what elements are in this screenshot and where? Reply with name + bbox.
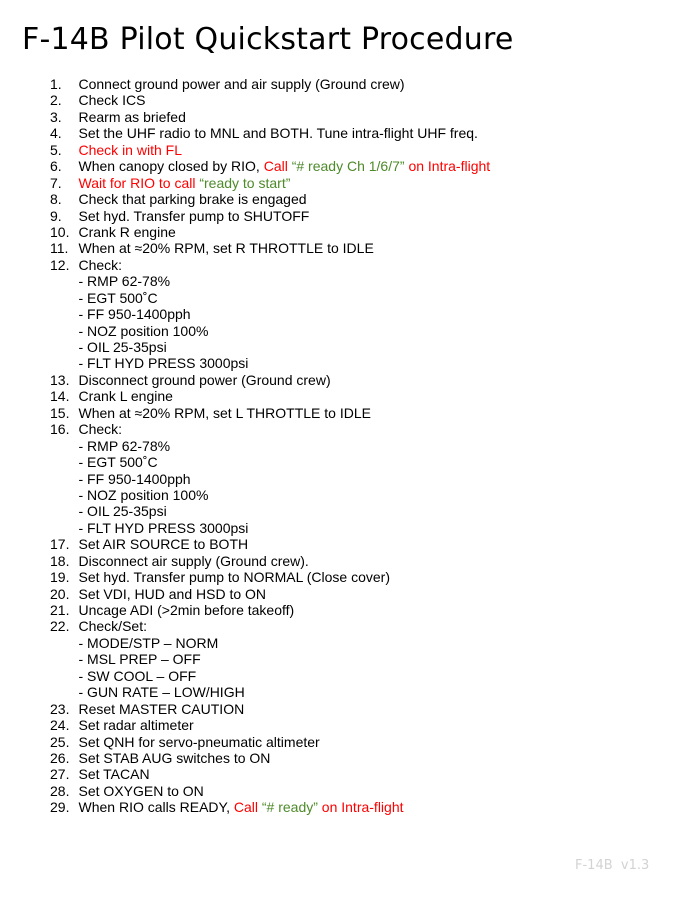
step-text — [79, 175, 291, 191]
procedure-step — [50, 76, 650, 92]
step-text — [79, 191, 307, 207]
radio-call-text: “# ready Ch 1/6/7” — [291, 158, 405, 175]
procedure-step — [50, 175, 650, 191]
step-text — [79, 257, 123, 273]
step-number: 18. — [50, 552, 70, 569]
step-text — [79, 618, 147, 634]
step-number: 17. — [50, 536, 70, 553]
step-number: 6. — [50, 158, 62, 175]
step-text-part: - RMP 62-78% — [78, 273, 171, 290]
procedure-step — [50, 240, 650, 256]
step-number: 21. — [50, 602, 70, 618]
procedure-step — [50, 388, 650, 404]
step-number: 16. — [50, 421, 70, 438]
procedure-step — [50, 602, 650, 618]
step-number: 24. — [50, 717, 70, 734]
procedure-substep — [50, 487, 650, 503]
step-text — [79, 109, 186, 125]
procedure-substep — [50, 668, 650, 684]
procedure-substep — [50, 323, 650, 339]
step-text-part: - MODE/STP – NORM — [78, 634, 219, 651]
step-text-part: Rearm as briefed — [78, 108, 186, 125]
step-number: 8. — [50, 191, 62, 208]
step-text-part: Connect ground power and air supply (Ground crew) — [78, 76, 405, 92]
step-text — [79, 799, 404, 815]
step-text-part: Set AIR SOURCE to BOTH — [78, 536, 249, 553]
procedure-substep — [50, 520, 650, 536]
step-text-part: - FF 950-1400pph — [78, 470, 191, 487]
step-text — [79, 536, 249, 552]
step-text — [79, 323, 209, 339]
procedure-substep — [50, 454, 650, 470]
step-text — [79, 290, 158, 306]
procedure-step — [50, 421, 650, 437]
step-text — [79, 125, 478, 141]
step-text — [79, 372, 331, 388]
procedure-step — [50, 701, 650, 717]
step-text-part: - FLT HYD PRESS 3000psi — [78, 519, 249, 536]
procedure-substep — [50, 339, 650, 355]
page-title: F-14B Pilot Quickstart Procedure — [22, 22, 514, 57]
step-number: 3. — [50, 108, 62, 125]
procedure-substep — [50, 438, 650, 454]
step-text — [79, 273, 171, 289]
step-text — [79, 684, 245, 700]
step-text-part: - NOZ position 100% — [78, 486, 209, 503]
procedure-step — [50, 717, 650, 733]
step-text-part: - GUN RATE – LOW/HIGH — [78, 684, 245, 701]
procedure-substep — [50, 355, 650, 371]
step-text — [79, 586, 267, 602]
step-text-part: Set OXYGEN to ON — [78, 782, 204, 799]
step-text — [79, 142, 182, 158]
step-text — [79, 306, 191, 322]
step-number: 29. — [50, 799, 70, 816]
procedure-step — [50, 750, 650, 766]
step-text-part: Set hyd. Transfer pump to SHUTOFF — [78, 207, 310, 224]
step-text-part: - MSL PREP – OFF — [78, 651, 201, 668]
procedure-step — [50, 405, 650, 421]
step-number: 14. — [50, 388, 70, 405]
step-text-part: - FF 950-1400pph — [78, 306, 191, 323]
step-text-part: Set QNH for servo-pneumatic altimeter — [78, 733, 320, 750]
highlight-red-text: Check in with FL — [78, 141, 182, 158]
step-text — [79, 635, 219, 651]
step-text — [79, 405, 371, 421]
step-text — [79, 240, 374, 256]
step-number: 2. — [50, 92, 62, 109]
step-number: 19. — [50, 569, 70, 586]
procedure-substep — [50, 290, 650, 306]
procedure-step — [50, 372, 650, 388]
step-text — [79, 454, 158, 470]
step-text-part: - EGT 500˚C — [78, 289, 158, 306]
procedure-step — [50, 208, 650, 224]
step-text-part: - OIL 25-35psi — [78, 339, 167, 355]
step-number: 4. — [50, 125, 62, 142]
highlight-red-text: Wait for RIO to call — [78, 174, 200, 191]
step-text-part: Uncage ADI (>2min before takeoff) — [78, 602, 295, 618]
procedure-step — [50, 257, 650, 273]
procedure-substep — [50, 306, 650, 322]
step-number: 9. — [50, 207, 62, 224]
step-text-part: Set STAB AUG switches to ON — [78, 749, 271, 766]
procedure-step — [50, 783, 650, 799]
step-number: 22. — [50, 618, 70, 635]
procedure-substep — [50, 471, 650, 487]
step-text-part: Check: — [78, 256, 123, 273]
procedure-substep — [50, 503, 650, 519]
procedure-step — [50, 734, 650, 750]
step-number: 28. — [50, 782, 70, 799]
highlight-red-text: on Intra-flight — [404, 158, 491, 175]
step-text — [79, 766, 150, 782]
step-text — [79, 569, 390, 585]
highlight-red-text: Call — [263, 158, 292, 175]
procedure-step — [50, 553, 650, 569]
step-text-part: Set VDI, HUD and HSD to ON — [78, 585, 267, 602]
step-text-part: Check ICS — [78, 92, 146, 109]
step-text-part: - OIL 25-35psi — [78, 503, 167, 520]
step-number: 20. — [50, 585, 70, 602]
procedure-step — [50, 158, 650, 174]
step-text-part: Check/Set: — [78, 618, 147, 635]
step-number: 26. — [50, 749, 70, 766]
step-text — [79, 388, 173, 404]
procedure-step — [50, 536, 650, 552]
step-text-part: Crank L engine — [78, 388, 173, 405]
step-number: 1. — [50, 76, 62, 92]
step-text — [79, 487, 209, 503]
step-text-part: Set radar altimeter — [78, 717, 194, 734]
step-text-part: - NOZ position 100% — [78, 322, 209, 339]
step-text-part: Check that parking brake is engaged — [78, 191, 307, 208]
step-number: 5. — [50, 141, 62, 158]
step-text — [79, 602, 295, 618]
step-number: 7. — [50, 174, 62, 191]
procedure-step — [50, 569, 650, 585]
procedure-substep — [50, 273, 650, 289]
step-text — [79, 92, 146, 108]
step-text — [79, 421, 123, 437]
step-text — [79, 76, 405, 92]
radio-call-text: “# ready” — [261, 799, 318, 816]
step-text-part: Disconnect ground power (Ground crew) — [78, 371, 331, 388]
step-text — [79, 503, 167, 519]
procedure-step — [50, 766, 650, 782]
step-text-part: Check: — [78, 421, 123, 438]
step-text — [79, 208, 310, 224]
procedure-step — [50, 224, 650, 240]
step-text-part: Reset MASTER CAUTION — [78, 700, 245, 717]
procedure-step — [50, 109, 650, 125]
step-number: 15. — [50, 404, 70, 421]
step-text — [79, 750, 271, 766]
procedure-step — [50, 191, 650, 207]
step-text-part: - EGT 500˚C — [78, 454, 158, 471]
procedure-list — [50, 76, 650, 816]
step-text-part: - SW COOL – OFF — [78, 667, 197, 684]
step-text-part: When at ≈20% RPM, set R THROTTLE to IDLE — [78, 240, 374, 257]
step-text — [79, 701, 245, 717]
version-footer: F-14B v1.3 — [575, 858, 650, 873]
step-text — [79, 520, 249, 536]
step-text — [79, 783, 204, 799]
step-number: 11. — [50, 240, 69, 257]
step-text-part: - FLT HYD PRESS 3000psi — [78, 355, 249, 372]
step-text-part: When RIO calls READY, — [78, 799, 234, 816]
step-number: 12. — [50, 256, 70, 273]
step-text-part: Set the UHF radio to MNL and BOTH. Tune intra-flight UHF freq. — [78, 125, 478, 142]
procedure-step — [50, 586, 650, 602]
step-text — [79, 651, 201, 667]
step-text-part: Crank R engine — [78, 223, 176, 240]
step-text — [79, 224, 176, 240]
step-text — [79, 158, 491, 174]
step-text-part: Set hyd. Transfer pump to NORMAL (Close cover) — [78, 569, 390, 586]
step-number: 27. — [50, 766, 70, 783]
step-number: 23. — [50, 700, 70, 717]
step-number: 10. — [50, 223, 70, 240]
step-text — [79, 355, 249, 371]
procedure-step — [50, 142, 650, 158]
step-text-part: Disconnect air supply (Ground crew). — [78, 552, 309, 569]
procedure-substep — [50, 684, 650, 700]
step-text-part: Set TACAN — [78, 766, 150, 783]
step-text — [79, 438, 171, 454]
step-text — [79, 734, 320, 750]
procedure-substep — [50, 651, 650, 667]
highlight-red-text: Call — [233, 799, 262, 816]
procedure-step — [50, 618, 650, 634]
radio-call-text: “ready to start” — [199, 174, 291, 191]
step-text — [79, 471, 191, 487]
step-number: 25. — [50, 733, 70, 750]
step-text — [79, 553, 309, 569]
step-text-part: When at ≈20% RPM, set L THROTTLE to IDLE — [78, 404, 371, 421]
step-text-part: When canopy closed by RIO, — [78, 158, 264, 175]
procedure-step — [50, 125, 650, 141]
step-text — [79, 339, 167, 355]
procedure-step — [50, 92, 650, 108]
step-number: 13. — [50, 371, 70, 388]
step-text — [79, 717, 194, 733]
step-text — [79, 668, 197, 684]
procedure-step — [50, 799, 650, 815]
step-text-part: - RMP 62-78% — [78, 437, 171, 454]
procedure-substep — [50, 635, 650, 651]
highlight-red-text: on Intra-flight — [317, 799, 404, 816]
